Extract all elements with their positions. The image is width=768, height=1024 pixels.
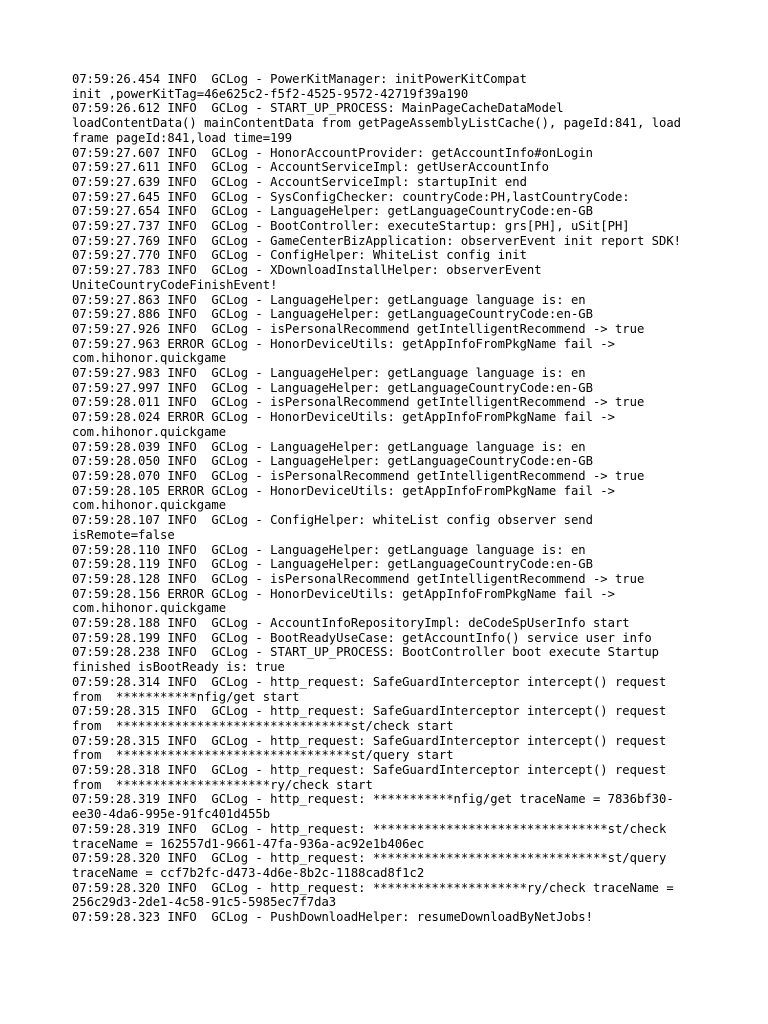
log-line: 07:59:27.863 INFO GCLog - LanguageHelper: getLanguage language is: en: [72, 292, 586, 307]
log-line: 07:59:28.024 ERROR GCLog - HonorDeviceUtils: getAppInfoFromPkgName fail ->: [72, 410, 615, 425]
log-line: loadContentData() mainContentData from getPageAssemblyListCache(), pageId:841, load: [72, 116, 682, 131]
log-line: frame pageId:841,load time=199: [72, 130, 293, 145]
log-line: 07:59:28.050 INFO GCLog - LanguageHelper: getLanguageCountryCode:en-GB: [72, 454, 593, 469]
log-line: 07:59:28.314 INFO GCLog - http_request: SafeGuardInterceptor intercept() request: [72, 674, 667, 689]
log-line: from ********************************st/query start: [72, 748, 454, 763]
log-line: 07:59:28.320 INFO GCLog - http_request: *********************ry/check traceName =: [72, 880, 674, 895]
log-line: 07:59:27.997 INFO GCLog - LanguageHelper: getLanguageCountryCode:en-GB: [72, 380, 593, 395]
log-line: 07:59:27.963 ERROR GCLog - HonorDeviceUtils: getAppInfoFromPkgName fail ->: [72, 336, 615, 351]
log-line: 07:59:27.654 INFO GCLog - LanguageHelper: getLanguageCountryCode:en-GB: [72, 204, 593, 219]
log-line: 07:59:28.188 INFO GCLog - AccountInfoRepositoryImpl: deCodeSpUserInfo start: [72, 616, 630, 631]
log-line: 07:59:27.926 INFO GCLog - isPersonalRecommend getIntelligentRecommend -> true: [72, 321, 645, 336]
log-line: traceName = 162557d1-9661-47fa-936a-ac92e1b406ec: [72, 836, 425, 851]
log-line: 07:59:28.107 INFO GCLog - ConfigHelper: whiteList config observer send: [72, 513, 593, 528]
log-line: UniteCountryCodeFinishEvent!: [72, 277, 278, 292]
log-line: 07:59:27.611 INFO GCLog - AccountServiceImpl: getUserAccountInfo: [72, 160, 549, 175]
log-line: 07:59:28.238 INFO GCLog - START_UP_PROCESS: BootController boot execute Startup: [72, 645, 659, 660]
log-line: 07:59:26.612 INFO GCLog - START_UP_PROCESS: MainPageCacheDataModel: [72, 101, 564, 116]
log-line: ee30-4da6-995e-91fc401d455b: [72, 807, 271, 822]
log-line: 07:59:28.070 INFO GCLog - isPersonalRecommend getIntelligentRecommend -> true: [72, 468, 645, 483]
log-line: 07:59:28.320 INFO GCLog - http_request: ********************************st/query: [72, 851, 667, 866]
log-line: com.hihonor.quickgame: [72, 351, 227, 366]
log-line: com.hihonor.quickgame: [72, 498, 227, 513]
log-line: 07:59:27.769 INFO GCLog - GameCenterBizApplication: observerEvent init report SDK!: [72, 233, 682, 248]
log-line: 07:59:28.315 INFO GCLog - http_request: SafeGuardInterceptor intercept() request: [72, 733, 667, 748]
log-line: finished isBootReady is: true: [72, 660, 285, 675]
log-line: 07:59:27.783 INFO GCLog - XDownloadInstallHelper: observerEvent: [72, 263, 542, 278]
log-line: from ********************************st/check start: [72, 718, 454, 733]
log-line: 07:59:28.156 ERROR GCLog - HonorDeviceUtils: getAppInfoFromPkgName fail ->: [72, 586, 615, 601]
log-line: 07:59:27.645 INFO GCLog - SysConfigChecker: countryCode:PH,lastCountryCode:: [72, 189, 630, 204]
log-line: com.hihonor.quickgame: [72, 601, 227, 616]
log-line: 07:59:28.315 INFO GCLog - http_request: SafeGuardInterceptor intercept() request: [72, 704, 667, 719]
log-line: isRemote=false: [72, 527, 175, 542]
log-line: 07:59:27.886 INFO GCLog - LanguageHelper: getLanguageCountryCode:en-GB: [72, 307, 593, 322]
log-line: 07:59:28.039 INFO GCLog - LanguageHelper: getLanguage language is: en: [72, 439, 586, 454]
log-line: init ,powerKitTag=46e625c2-f5f2-4525-9572-42719f39a190: [72, 86, 469, 101]
log-line: from ***********nfig/get start: [72, 689, 300, 704]
log-line: 07:59:28.318 INFO GCLog - http_request: SafeGuardInterceptor intercept() request: [72, 763, 667, 778]
log-line: 07:59:28.119 INFO GCLog - LanguageHelper: getLanguageCountryCode:en-GB: [72, 557, 593, 572]
log-line: 07:59:27.737 INFO GCLog - BootController: executeStartup: grs[PH], uSit[PH]: [72, 219, 630, 234]
log-line: traceName = ccf7b2fc-d473-4d6e-8b2c-1188cad8f1c2: [72, 865, 425, 880]
log-line: from *********************ry/check start: [72, 777, 373, 792]
log-line: 07:59:26.454 INFO GCLog - PowerKitManager: initPowerKitCompat: [72, 72, 527, 86]
log-line: 07:59:27.639 INFO GCLog - AccountServiceImpl: startupInit end: [72, 174, 527, 189]
log-line: 07:59:28.199 INFO GCLog - BootReadyUseCase: getAccountInfo() service user info: [72, 630, 652, 645]
log-line: 07:59:28.105 ERROR GCLog - HonorDeviceUtils: getAppInfoFromPkgName fail ->: [72, 483, 615, 498]
log-line: 07:59:28.128 INFO GCLog - isPersonalRecommend getIntelligentRecommend -> true: [72, 571, 645, 586]
log-line: 07:59:27.607 INFO GCLog - HonorAccountProvider: getAccountInfo#onLogin: [72, 145, 593, 160]
log-line: 07:59:28.319 INFO GCLog - http_request: ***********nfig/get traceName = 7836bf30-: [72, 792, 674, 807]
log-line: 07:59:27.983 INFO GCLog - LanguageHelper: getLanguage language is: en: [72, 366, 586, 381]
log-document: [72, 72, 704, 925]
log-line: 07:59:28.323 INFO GCLog - PushDownloadHelper: resumeDownloadByNetJobs!: [72, 910, 593, 925]
log-line: com.hihonor.quickgame: [72, 424, 227, 439]
log-line: 07:59:28.011 INFO GCLog - isPersonalRecommend getIntelligentRecommend -> true: [72, 395, 645, 410]
log-line: 256c29d3-2de1-4c58-91c5-5985ec7f7da3: [72, 895, 337, 910]
log-line: 07:59:28.110 INFO GCLog - LanguageHelper: getLanguage language is: en: [72, 542, 586, 557]
log-line: 07:59:27.770 INFO GCLog - ConfigHelper: WhiteList config init: [72, 248, 527, 263]
log-line: 07:59:28.319 INFO GCLog - http_request: ********************************st/check: [72, 821, 667, 836]
